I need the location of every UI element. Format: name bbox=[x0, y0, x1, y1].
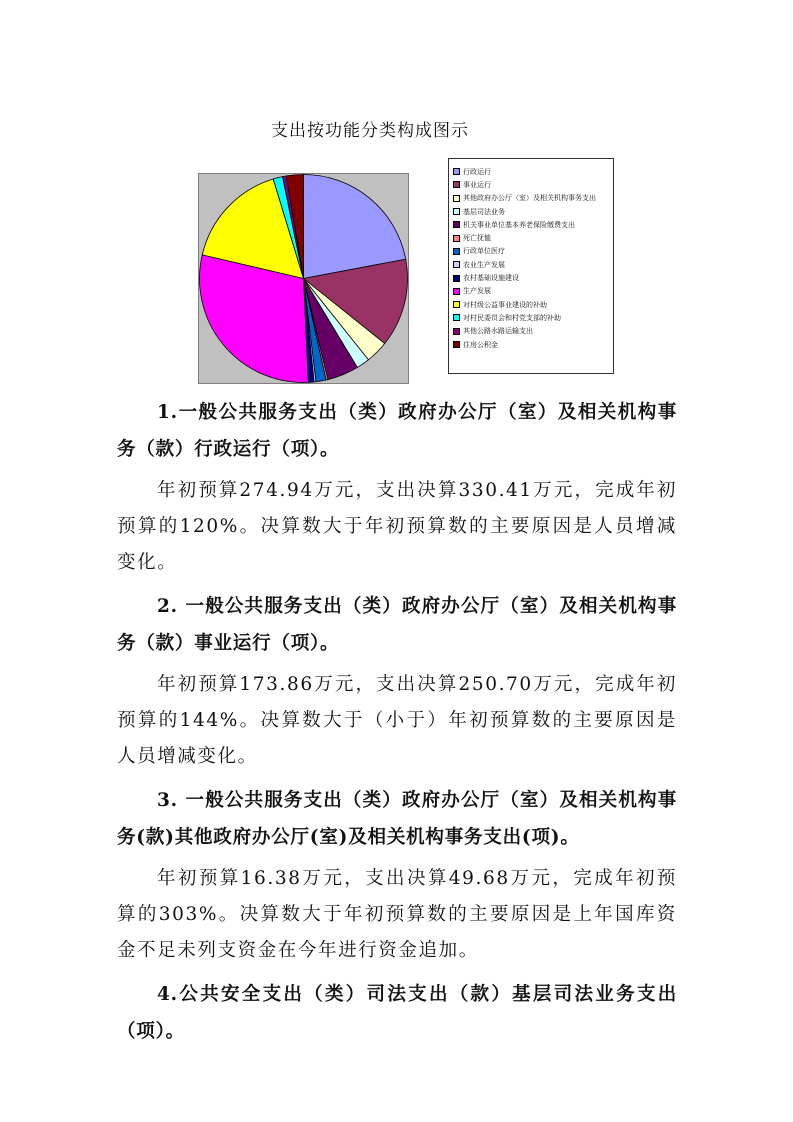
legend-label: 行政运行 bbox=[463, 167, 491, 176]
legend-swatch bbox=[453, 235, 460, 242]
legend-item-7 bbox=[449, 245, 613, 258]
legend-swatch bbox=[453, 195, 460, 202]
section-2-heading: 2. 一般公共服务支出（类）政府办公厅（室）及相关机构事务（款）事业运行（项）。 bbox=[117, 596, 677, 654]
legend-swatch bbox=[453, 314, 460, 321]
document-body bbox=[117, 394, 677, 1050]
legend-swatch bbox=[453, 328, 460, 335]
legend-swatch bbox=[453, 208, 460, 215]
legend-item-14 bbox=[449, 338, 613, 351]
legend-label: 其他政府办公厅（室）及相关机构事务支出 bbox=[463, 194, 596, 203]
legend-swatch bbox=[453, 288, 460, 295]
legend-label: 行政单位医疗 bbox=[463, 247, 505, 256]
legend-label: 机关事业单位基本养老保险缴费支出 bbox=[463, 220, 575, 229]
section-3-heading: 3. 一般公共服务支出（类）政府办公厅（室）及相关机构事务(款)其他政府办公厅(室)及相关机构事务支出(项)。 bbox=[117, 790, 677, 848]
section-2-body: 年初预算173.86万元，支出决算250.70万元，完成年初预算的144%。决算数大于（小于）年初预算数的主要原因是人员增减变化。 bbox=[117, 674, 677, 767]
legend-label: 其他公路水路运输支出 bbox=[463, 327, 533, 336]
legend-swatch bbox=[453, 261, 460, 268]
section-1-body: 年初预算274.94万元，支出决算330.41万元，完成年初预算的120%。决算数大于年初预算数的主要原因是人员增减变化。 bbox=[117, 480, 677, 573]
pie-chart bbox=[199, 174, 408, 383]
legend-item-2 bbox=[449, 178, 613, 191]
legend-item-3 bbox=[449, 192, 613, 205]
legend-label: 基层司法业务 bbox=[463, 207, 505, 216]
legend-swatch bbox=[453, 168, 460, 175]
legend-label: 对村级公益事业建设的补助 bbox=[463, 300, 547, 309]
legend-label: 住房公积金 bbox=[463, 340, 498, 349]
section-1-heading: 1.一般公共服务支出（类）政府办公厅（室）及相关机构事务（款）行政运行（项）。 bbox=[117, 402, 677, 460]
legend-item-5 bbox=[449, 218, 613, 231]
legend-item-8 bbox=[449, 258, 613, 271]
legend-item-4 bbox=[449, 205, 613, 218]
legend-label: 农村基础设施建设 bbox=[463, 274, 519, 283]
legend-item-1 bbox=[449, 165, 613, 178]
legend-swatch bbox=[453, 181, 460, 188]
legend-item-13 bbox=[449, 325, 613, 338]
legend-item-11 bbox=[449, 298, 613, 311]
legend-swatch bbox=[453, 275, 460, 282]
legend-item-12 bbox=[449, 311, 613, 324]
legend-swatch bbox=[453, 301, 460, 308]
legend-label: 事业运行 bbox=[463, 180, 491, 189]
legend-swatch bbox=[453, 248, 460, 255]
chart-legend bbox=[448, 158, 614, 374]
pie-chart-area bbox=[198, 173, 409, 384]
chart-title: 支出按功能分类构成图示 bbox=[271, 121, 469, 141]
legend-label: 生产发展 bbox=[463, 287, 491, 296]
legend-swatch bbox=[453, 221, 460, 228]
legend-item-9 bbox=[449, 271, 613, 284]
section-4-heading: 4.公共安全支出（类）司法支出（款）基层司法业务支出（项）。 bbox=[117, 984, 677, 1042]
legend-item-6 bbox=[449, 231, 613, 244]
section-3-body: 年初预算16.38万元，支出决算49.68万元，完成年初预算的303%。决算数大于年初预算数的主要原因是上年国库资金不足未列支资金在今年进行资金追加。 bbox=[117, 868, 677, 961]
legend-label: 农业生产发展 bbox=[463, 260, 505, 269]
legend-item-10 bbox=[449, 285, 613, 298]
legend-swatch bbox=[453, 341, 460, 348]
legend-label: 对村民委员会和村党支部的补助 bbox=[463, 313, 561, 322]
legend-label: 死亡抚恤 bbox=[463, 234, 491, 243]
